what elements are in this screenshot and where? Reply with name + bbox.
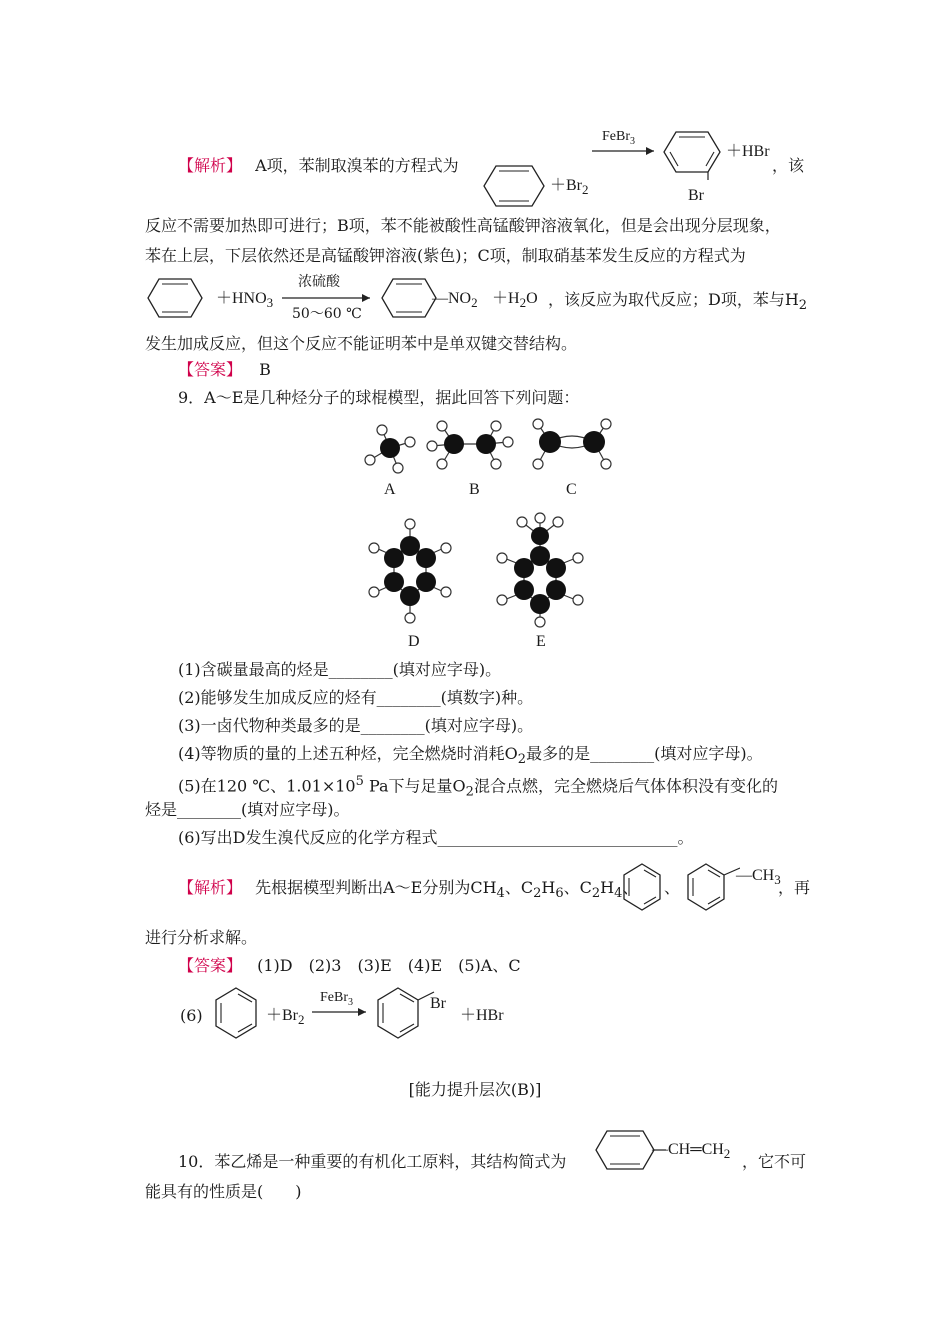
acid-catalyst: 浓硫酸	[298, 274, 340, 290]
analysis-line-3: 苯在上层，下层依然还是高锰酸钾溶液(紫色)；C项，制取硝基苯发生反应的方程式为	[145, 246, 746, 265]
model-label-e: E	[536, 633, 546, 650]
analysis-2-line-1: 【解析】 先根据模型判断出A～E分别为$CH_4$、$C_2H_6$、$C_2H_4$、	[178, 878, 639, 902]
reagent-br2: $+Br_2$	[266, 1007, 305, 1028]
reagent-hno3: $+HNO_3$	[216, 290, 274, 311]
toluene-ring-icon	[684, 862, 740, 912]
benzene-model-icon	[364, 516, 456, 624]
benzene-ring-icon	[212, 986, 260, 1042]
product-water: $+H_2O$	[492, 290, 538, 311]
arrow-icon	[592, 146, 658, 156]
question-10-tail: ，它不可	[742, 1152, 807, 1171]
methyl-group: $—CH_3$	[736, 867, 781, 888]
answer-tag: 【答案】	[178, 956, 243, 975]
question-9-item-5: (5)在120 ℃、$1.01\times 10^5$ Pa下与足量$O_2$混合点燃，完全燃烧后气体体积没有变化的	[178, 774, 778, 800]
analysis-2-tail: ，再	[778, 878, 811, 897]
analysis-text: A项，苯制取溴苯的方程式为	[255, 156, 459, 175]
toluene-model-icon	[494, 512, 590, 628]
catalyst-label: FeBr$_3$	[602, 129, 635, 147]
benzene-ring-icon	[146, 276, 204, 320]
br-substituent: Br	[430, 995, 446, 1012]
catalyst-label: FeBr$_3$	[320, 990, 353, 1008]
nitro-group: $—NO_2$	[432, 290, 478, 311]
analysis-2-line-2: 进行分析求解。	[145, 928, 258, 947]
answer-value: B	[259, 360, 271, 379]
question-10-line-2: 能具有的性质是( )	[145, 1182, 302, 1201]
separator: 、	[664, 878, 681, 897]
analysis-line-2: 反应不需要加热即可进行；B项，苯不能被酸性高锰酸钾溶液氧化，但是会出现分层现象，	[145, 216, 781, 235]
question-9-item-5-line-2: 烃是________(填对应字母)。	[145, 800, 350, 819]
question-9-stem: 9．A～E是几种烃分子的球棍模型，据此回答下列问题：	[178, 388, 580, 407]
analysis-line-5: 发生加成反应，但这个反应不能证明苯中是单双键交替结构。	[145, 334, 578, 353]
reagent-br2: $+Br_2$	[550, 177, 589, 198]
question-9-item-6: (6)写出D发生溴代反应的化学方程式______________________________。	[178, 828, 694, 847]
question-9-item-1: (1)含碳量最高的烃是________(填对应字母)。	[178, 660, 502, 679]
benzene-ring-icon	[482, 162, 546, 210]
answer-tag: 【答案】	[178, 360, 243, 379]
model-label-b: B	[469, 481, 480, 498]
model-label-d: D	[408, 633, 420, 650]
answer-value: (1)D (2)3 (3)E (4)E (5)A、C	[257, 956, 521, 975]
temperature-label: 50～60 ℃	[292, 306, 362, 322]
analysis-line-4-tail: ，该反应为取代反应；D项，苯与$H_2$	[548, 290, 808, 314]
ethane-model-icon	[424, 418, 516, 474]
analysis-1-line-1	[178, 156, 459, 176]
analysis-tag: 【解析】	[178, 878, 243, 897]
bromobenzene-ring-icon	[662, 128, 724, 180]
answer-part-6: (6)	[180, 1006, 203, 1025]
model-label-a: A	[384, 481, 396, 498]
br-substituent: Br	[688, 187, 704, 204]
vinyl-group: $—CH═CH_2$	[652, 1141, 731, 1162]
product-hbr: ＋HBr	[460, 1007, 504, 1024]
question-9-item-2: (2)能够发生加成反应的烃有________(填数字)种。	[178, 688, 534, 707]
model-label-c: C	[566, 481, 577, 498]
bromobenzene-ring-icon	[374, 986, 436, 1042]
section-title: [能力提升层次(B)]	[408, 1080, 542, 1099]
question-10-stem: 10．苯乙烯是一种重要的有机化工原料，其结构简式为	[178, 1152, 567, 1171]
methane-model-icon	[360, 420, 420, 478]
answer-1	[178, 360, 271, 380]
analysis-tag: 【解析】	[178, 156, 243, 175]
product-hbr: ＋HBr	[726, 143, 770, 160]
arrow-icon	[312, 1007, 370, 1017]
nitrobenzene-ring-icon	[380, 276, 440, 320]
ethylene-model-icon	[528, 414, 616, 476]
arrow-icon	[282, 293, 374, 303]
benzene-ring-icon	[620, 862, 664, 912]
answer-2	[178, 956, 521, 976]
analysis-tail: ，该	[772, 156, 805, 175]
question-9-item-3: (3)一卤代物种类最多的是________(填对应字母)。	[178, 716, 534, 735]
question-9-item-4: (4)等物质的量的上述五种烃，完全燃烧时消耗$O_2$最多的是________(填对应字母)。	[178, 744, 763, 768]
